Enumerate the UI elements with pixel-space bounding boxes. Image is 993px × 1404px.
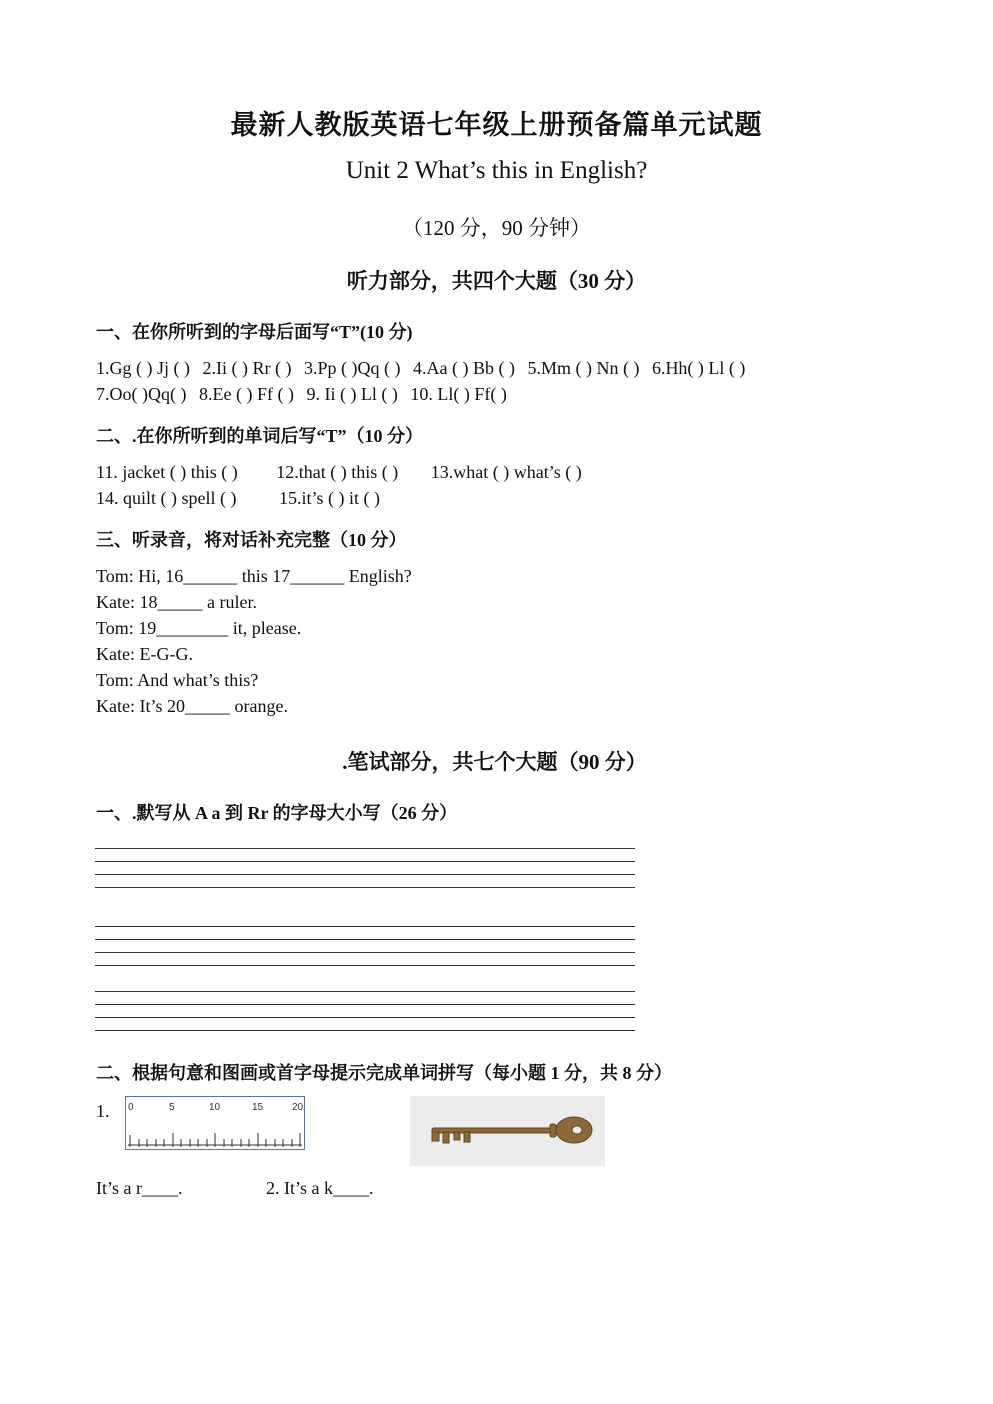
- page-title: 最新人教版英语七年级上册预备篇单元试题: [230, 110, 763, 140]
- listening-section2-heading: 二、.在你所听到的单词后写“T”（10 分）: [96, 426, 424, 446]
- answer-1: It’s a r____.: [96, 1178, 183, 1198]
- letter-question: 3.Pp ( )Qq ( ): [303, 358, 401, 378]
- letter-question: 9. Ii ( ) Ll ( ): [306, 384, 398, 404]
- dialogue-line: Tom: Hi, 16______ this 17______ English?: [96, 566, 412, 586]
- listening-section3-heading: 三、听录音，将对话补充完整（10 分）: [96, 530, 407, 550]
- letter-question: 10. Ll( ) Ff( ): [410, 384, 507, 404]
- ruler-tick-label: 15: [252, 1102, 264, 1113]
- item-1-number: 1.: [96, 1101, 110, 1121]
- writing-section2-heading: 二、根据句意和图画或首字母提示完成单词拼写（每小题 1 分，共 8 分）: [96, 1063, 672, 1083]
- letter-question: 8.Ee ( ) Ff ( ): [198, 384, 294, 404]
- writing-heading: .笔试部分，共七个大题（90 分）: [342, 750, 647, 774]
- letters-row-2: [96, 384, 507, 405]
- listening-section1-heading: 一、在你所听到的字母后面写“T”(10 分): [96, 322, 413, 342]
- answer-2: 2. It’s a k____.: [266, 1178, 374, 1198]
- word-question: 11. jacket ( ) this ( ): [96, 462, 238, 482]
- ruler-tick-label: 0: [128, 1102, 134, 1113]
- word-question: 12.that ( ) this ( ): [276, 462, 399, 482]
- letter-question: 1.Gg ( ) Jj ( ): [96, 358, 190, 378]
- dialogue-line: Kate: E-G-G.: [96, 644, 193, 664]
- listening-heading: 听力部分，共四个大题（30 分）: [346, 269, 647, 293]
- word-question: 14. quilt ( ) spell ( ): [96, 488, 237, 508]
- words-row-2: [96, 488, 380, 509]
- ruler-tick-label: 5: [169, 1102, 175, 1113]
- unit-subtitle: Unit 2 What’s this in English?: [345, 157, 648, 184]
- dialogue-line: Tom: And what’s this?: [96, 670, 259, 690]
- writing-section1-heading: 一、.默写从 A a 到 Rr 的字母大小写（26 分）: [96, 803, 458, 823]
- score-time: （120 分，90 分钟）: [402, 216, 591, 240]
- ruler-picture: [125, 1096, 305, 1150]
- words-row-1: [96, 462, 582, 483]
- word-question: 15.it’s ( ) it ( ): [278, 488, 380, 508]
- letter-question: 5.Mm ( ) Nn ( ): [527, 358, 640, 378]
- dialogue-line: Kate: 18_____ a ruler.: [96, 592, 257, 612]
- dialogue-line: Tom: 19________ it, please.: [96, 618, 302, 638]
- dialogue-line: Kate: It’s 20_____ orange.: [96, 696, 288, 716]
- ruler-tick-label: 20: [292, 1102, 303, 1113]
- letter-question: 6.Hh( ) Ll ( ): [651, 358, 746, 378]
- letters-row-1: [96, 358, 745, 379]
- key-picture: [410, 1096, 605, 1166]
- letter-question: 2.Ii ( ) Rr ( ): [202, 358, 292, 378]
- letter-question: 7.Oo( )Qq( ): [96, 384, 187, 404]
- ruler-tick-label: 10: [209, 1102, 221, 1113]
- letter-question: 4.Aa ( ) Bb ( ): [412, 358, 515, 378]
- word-question: 13.what ( ) what’s ( ): [430, 462, 582, 482]
